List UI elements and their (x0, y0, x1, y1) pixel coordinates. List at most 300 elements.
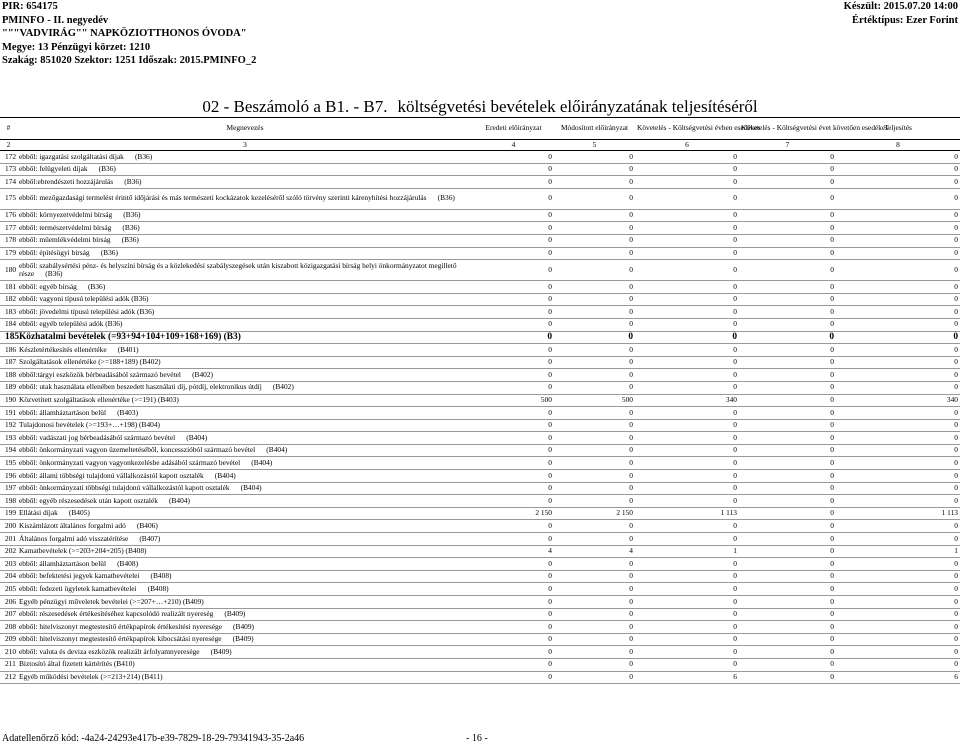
claims-current-value: 0 (635, 188, 739, 209)
col-number-4: 4 (473, 140, 554, 151)
table-row (0, 621, 960, 634)
table-row (0, 176, 960, 189)
claims-current-value: 0 (635, 470, 739, 483)
modified-value: 0 (554, 583, 635, 596)
original-value: 0 (473, 583, 554, 596)
fulfillment-value: 0 (836, 658, 960, 671)
table-row (0, 470, 960, 483)
fulfillment-value: 0 (836, 608, 960, 621)
report-header-left (2, 0, 256, 68)
row-number: 190 (0, 394, 17, 407)
table-row (0, 407, 960, 420)
table-row (0, 482, 960, 495)
claims-later-value: 0 (739, 369, 836, 382)
original-value: 0 (473, 482, 554, 495)
row-label: ebből: vagyoni típusú települési adók (B36) (17, 293, 473, 306)
table-row (0, 222, 960, 235)
modified-value: 0 (554, 470, 635, 483)
row-label: ebből: felügyeleti díjak (B36) (17, 163, 473, 176)
claims-current-value: 0 (635, 558, 739, 571)
table-row (0, 520, 960, 533)
row-number: 175 (0, 188, 17, 209)
claims-later-value: 0 (739, 331, 836, 344)
row-number: 200 (0, 520, 17, 533)
row-label: ebből: szabálysértési pénz- és helyszíni bírság és a közlekedési szabályszegések után kiszabott közigazgatási bírság helyi önkormányzatot megillető része (B36) (17, 260, 473, 281)
original-value: 0 (473, 234, 554, 247)
table-row (0, 495, 960, 508)
claims-later-value: 0 (739, 583, 836, 596)
value-type: Értéktípus: Ezer Forint (852, 14, 958, 26)
row-number: 188 (0, 369, 17, 382)
row-label: ebből: természetvédelmi bírság (B36) (17, 222, 473, 235)
modified-value: 0 (554, 658, 635, 671)
row-number: 212 (0, 671, 17, 684)
claims-current-value: 0 (635, 482, 739, 495)
table-row (0, 457, 960, 470)
claims-current-value: 0 (635, 306, 739, 319)
row-number: 211 (0, 658, 17, 671)
claims-later-value: 0 (739, 633, 836, 646)
row-number: 191 (0, 407, 17, 420)
row-number: 186 (0, 344, 17, 357)
row-number: 172 (0, 151, 17, 164)
claims-current-value: 0 (635, 331, 739, 344)
table-row (0, 331, 960, 344)
modified-value: 0 (554, 533, 635, 546)
claims-later-value: 0 (739, 188, 836, 209)
row-label: Kiszámlázott általános forgalmi adó (B406) (17, 520, 473, 533)
claims-later-value: 0 (739, 444, 836, 457)
modified-value: 0 (554, 633, 635, 646)
claims-later-value: 0 (739, 344, 836, 357)
original-value: 0 (473, 260, 554, 281)
col-header-modified: Módosított előirányzat (554, 118, 635, 140)
report-header-right (844, 0, 958, 27)
modified-value: 0 (554, 646, 635, 659)
claims-current-value: 0 (635, 222, 739, 235)
original-value: 0 (473, 318, 554, 331)
row-label: ebből: egyéb települési adók (B36) (17, 318, 473, 331)
table-row (0, 293, 960, 306)
claims-current-value: 0 (635, 495, 739, 508)
row-number: 179 (0, 247, 17, 260)
row-label: ebből: környezetvédelmi bírság (B36) (17, 209, 473, 222)
modified-value: 0 (554, 260, 635, 281)
original-value: 0 (473, 151, 554, 164)
original-value: 0 (473, 293, 554, 306)
fulfillment-value: 0 (836, 570, 960, 583)
row-number: 176 (0, 209, 17, 222)
fulfillment-value: 0 (836, 318, 960, 331)
fulfillment-value: 0 (836, 482, 960, 495)
original-value: 0 (473, 163, 554, 176)
row-label: Szolgáltatások ellenértéke (>=188+189) (B402) (17, 356, 473, 369)
fulfillment-value: 0 (836, 558, 960, 571)
row-number: 198 (0, 495, 17, 508)
fulfillment-value: 0 (836, 444, 960, 457)
original-value: 0 (473, 356, 554, 369)
claims-current-value: 0 (635, 621, 739, 634)
modified-value: 0 (554, 482, 635, 495)
row-label: ebből: hitelviszonyt megtestesítő értékpapírok kibocsátási nyeresége (B409) (17, 633, 473, 646)
claims-current-value: 0 (635, 293, 739, 306)
row-label: ebből: utak használata ellenében beszedett használati díj, pótdíj, elektronikus útdíj (B402) (17, 381, 473, 394)
row-label: Egyéb pénzügyi műveletek bevételei (>=207+…+210) (B409) (17, 596, 473, 609)
claims-current-value: 0 (635, 318, 739, 331)
row-label: Kamatbevételek (>=203+204+205) (B408) (17, 545, 473, 558)
table-row (0, 558, 960, 571)
claims-later-value: 0 (739, 176, 836, 189)
claims-current-value: 340 (635, 394, 739, 407)
claims-current-value: 0 (635, 432, 739, 445)
table-row (0, 318, 960, 331)
claims-later-value: 0 (739, 608, 836, 621)
original-value: 0 (473, 209, 554, 222)
claims-later-value: 0 (739, 306, 836, 319)
claims-current-value: 0 (635, 247, 739, 260)
row-label: ebből: fedezeti ügyletek kamatbevételei (B408) (17, 583, 473, 596)
claims-later-value: 0 (739, 558, 836, 571)
table-row (0, 646, 960, 659)
row-label: ebből: valuta és deviza eszközök realizált árfolyamnyeresége (B409) (17, 646, 473, 659)
fulfillment-value: 0 (836, 596, 960, 609)
row-number: 185 (0, 331, 17, 344)
claims-current-value: 0 (635, 381, 739, 394)
table-row (0, 444, 960, 457)
claims-later-value: 0 (739, 621, 836, 634)
original-value: 0 (473, 344, 554, 357)
table-row (0, 344, 960, 357)
original-value: 2 150 (473, 507, 554, 520)
fulfillment-value: 0 (836, 176, 960, 189)
row-label: ebből: önkormányzati többségi tulajdonú vállalkozástól kapott osztalék (B404) (17, 482, 473, 495)
col-number-2: 2 (0, 140, 17, 151)
original-value: 0 (473, 381, 554, 394)
original-value: 4 (473, 545, 554, 558)
row-number: 182 (0, 293, 17, 306)
pir-line: PIR: 654175 (2, 1, 58, 12)
modified-value: 2 150 (554, 507, 635, 520)
claims-later-value: 0 (739, 482, 836, 495)
original-value: 0 (473, 658, 554, 671)
fulfillment-value: 0 (836, 247, 960, 260)
row-label: ebből: befektetési jegyek kamatbevételei (B408) (17, 570, 473, 583)
modified-value: 0 (554, 558, 635, 571)
col-header-claims-current: Követelés - Költségvetési évben esedékes (635, 118, 739, 140)
modified-value: 0 (554, 444, 635, 457)
fulfillment-value: 1 (836, 545, 960, 558)
claims-later-value: 0 (739, 545, 836, 558)
modified-value: 0 (554, 176, 635, 189)
fulfillment-value: 0 (836, 407, 960, 420)
modified-value: 0 (554, 381, 635, 394)
table-row (0, 281, 960, 294)
fulfillment-value: 0 (836, 331, 960, 344)
claims-later-value: 0 (739, 507, 836, 520)
claims-current-value: 0 (635, 163, 739, 176)
row-number: 201 (0, 533, 17, 546)
period-line: PMINFO - II. negyedév (2, 14, 109, 26)
claims-current-value: 0 (635, 646, 739, 659)
claims-current-value: 1 (635, 545, 739, 558)
county-line: Megye: 13 Pénzügyi körzet: 1210 (2, 41, 151, 53)
modified-value: 0 (554, 369, 635, 382)
modified-value: 0 (554, 318, 635, 331)
table-row (0, 234, 960, 247)
claims-later-value: 0 (739, 533, 836, 546)
claims-current-value: 1 113 (635, 507, 739, 520)
row-label: Tulajdonosi bevételek (>=193+…+198) (B404) (17, 419, 473, 432)
claims-current-value: 0 (635, 520, 739, 533)
modified-value: 0 (554, 344, 635, 357)
original-value: 0 (473, 281, 554, 294)
table-row (0, 596, 960, 609)
col-number-5: 5 (554, 140, 635, 151)
revenue-table (0, 117, 960, 684)
report-title-prefix: 02 - Beszámoló a B1. - B7. (202, 97, 388, 116)
row-number: 183 (0, 306, 17, 319)
row-number: 203 (0, 558, 17, 571)
claims-later-value: 0 (739, 457, 836, 470)
original-value: 0 (473, 570, 554, 583)
claims-later-value: 0 (739, 247, 836, 260)
original-value: 0 (473, 646, 554, 659)
modified-value: 0 (554, 247, 635, 260)
modified-value: 0 (554, 671, 635, 684)
claims-later-value: 0 (739, 394, 836, 407)
claims-current-value: 0 (635, 658, 739, 671)
fulfillment-value: 0 (836, 260, 960, 281)
row-label: ebből: egyéb részesedések után kapott osztalék (B404) (17, 495, 473, 508)
table-row (0, 260, 960, 281)
claims-current-value: 6 (635, 671, 739, 684)
table-body (0, 151, 960, 684)
row-number: 196 (0, 470, 17, 483)
row-label: Biztosító által fizetett kártérítés (B410) (17, 658, 473, 671)
row-number: 197 (0, 482, 17, 495)
modified-value: 4 (554, 545, 635, 558)
fulfillment-value: 0 (836, 151, 960, 164)
table-row (0, 533, 960, 546)
fulfillment-value: 0 (836, 344, 960, 357)
claims-later-value: 0 (739, 570, 836, 583)
original-value: 0 (473, 419, 554, 432)
modified-value: 0 (554, 222, 635, 235)
fulfillment-value: 0 (836, 163, 960, 176)
fulfillment-value: 0 (836, 621, 960, 634)
claims-later-value: 0 (739, 432, 836, 445)
table-row (0, 545, 960, 558)
fulfillment-value: 0 (836, 470, 960, 483)
claims-current-value: 0 (635, 608, 739, 621)
row-number: 189 (0, 381, 17, 394)
claims-later-value: 0 (739, 520, 836, 533)
original-value: 500 (473, 394, 554, 407)
row-number: 192 (0, 419, 17, 432)
fulfillment-value: 0 (836, 583, 960, 596)
fulfillment-value: 0 (836, 222, 960, 235)
fulfillment-value: 0 (836, 369, 960, 382)
original-value: 0 (473, 444, 554, 457)
claims-current-value: 0 (635, 369, 739, 382)
fulfillment-value: 0 (836, 419, 960, 432)
modified-value: 0 (554, 596, 635, 609)
row-number: 184 (0, 318, 17, 331)
fulfillment-value: 340 (836, 394, 960, 407)
row-label: ebből: jövedelmi típusú települési adók (B36) (17, 306, 473, 319)
fulfillment-value: 0 (836, 209, 960, 222)
row-label: Készletértékesítés ellenértéke (B401) (17, 344, 473, 357)
claims-later-value: 0 (739, 209, 836, 222)
fulfillment-value: 0 (836, 457, 960, 470)
col-number-3: 3 (17, 140, 473, 151)
table-row (0, 419, 960, 432)
row-label: ebből: egyéb bírság (B36) (17, 281, 473, 294)
original-value: 0 (473, 407, 554, 420)
original-value: 0 (473, 633, 554, 646)
table-row (0, 633, 960, 646)
table-row (0, 507, 960, 520)
fulfillment-value: 1 113 (836, 507, 960, 520)
row-number: 206 (0, 596, 17, 609)
fulfillment-value: 0 (836, 520, 960, 533)
modified-value: 0 (554, 356, 635, 369)
row-number: 205 (0, 583, 17, 596)
col-number-7: 7 (739, 140, 836, 151)
claims-current-value: 0 (635, 344, 739, 357)
original-value: 0 (473, 331, 554, 344)
modified-value: 0 (554, 163, 635, 176)
modified-value: 0 (554, 209, 635, 222)
original-value: 0 (473, 222, 554, 235)
original-value: 0 (473, 533, 554, 546)
col-number-6: 6 (635, 140, 739, 151)
claims-current-value: 0 (635, 533, 739, 546)
row-label: ebből: önkormányzati vagyon üzemeltetéséből, koncesszióból származó bevétel (B404) (17, 444, 473, 457)
fulfillment-value: 0 (836, 306, 960, 319)
col-header-fulfillment: Teljesítés (836, 118, 960, 140)
claims-current-value: 0 (635, 583, 739, 596)
original-value: 0 (473, 596, 554, 609)
row-label: ebből: állami többségi tulajdonú vállalkozástól kapott osztalék (B404) (17, 470, 473, 483)
claims-current-value: 0 (635, 444, 739, 457)
report-title (0, 97, 960, 117)
modified-value: 0 (554, 621, 635, 634)
table-row (0, 394, 960, 407)
original-value: 0 (473, 558, 554, 571)
original-value: 0 (473, 608, 554, 621)
claims-later-value: 0 (739, 356, 836, 369)
claims-later-value: 0 (739, 407, 836, 420)
claims-current-value: 0 (635, 260, 739, 281)
modified-value: 0 (554, 432, 635, 445)
original-value: 0 (473, 671, 554, 684)
claims-current-value: 0 (635, 281, 739, 294)
row-label: Egyéb működési bevételek (>=213+214) (B411) (17, 671, 473, 684)
row-number: 195 (0, 457, 17, 470)
claims-later-value: 0 (739, 163, 836, 176)
original-value: 0 (473, 188, 554, 209)
claims-later-value: 0 (739, 151, 836, 164)
fulfillment-value: 0 (836, 633, 960, 646)
modified-value: 0 (554, 570, 635, 583)
fulfillment-value: 0 (836, 356, 960, 369)
col-header-name: Megnevezés (17, 118, 473, 140)
row-label: Ellátási díjak (B405) (17, 507, 473, 520)
fulfillment-value: 0 (836, 381, 960, 394)
modified-value: 500 (554, 394, 635, 407)
col-header-claims-later: Követelés - Költségvetési évet követően esedékes (739, 118, 836, 140)
modified-value: 0 (554, 151, 635, 164)
row-label: ebből: önkormányzati vagyon vagyonkezelésbe adásából származó bevétel (B404) (17, 457, 473, 470)
claims-current-value: 0 (635, 176, 739, 189)
table-row (0, 432, 960, 445)
fulfillment-value: 0 (836, 432, 960, 445)
row-label: ebből: igazgatási szolgáltatási díjak (B36) (17, 151, 473, 164)
sector-line: Szakág: 851020 Szektor: 1251 Időszak: 2015.PMINFO_2 (2, 55, 257, 67)
table-row (0, 188, 960, 209)
row-number: 194 (0, 444, 17, 457)
claims-later-value: 0 (739, 646, 836, 659)
claims-current-value: 0 (635, 419, 739, 432)
col-header-number: # (0, 118, 17, 140)
column-number-row (0, 140, 960, 151)
table-row (0, 608, 960, 621)
row-number: 181 (0, 281, 17, 294)
modified-value: 0 (554, 188, 635, 209)
row-label: Általános forgalmi adó visszatérítése (B407) (17, 533, 473, 546)
claims-later-value: 0 (739, 671, 836, 684)
claims-later-value: 0 (739, 293, 836, 306)
modified-value: 0 (554, 608, 635, 621)
original-value: 0 (473, 247, 554, 260)
table-row (0, 671, 960, 684)
row-number: 199 (0, 507, 17, 520)
fulfillment-value: 0 (836, 188, 960, 209)
claims-current-value: 0 (635, 356, 739, 369)
table-row (0, 209, 960, 222)
claims-later-value: 0 (739, 381, 836, 394)
modified-value: 0 (554, 520, 635, 533)
claims-later-value: 0 (739, 281, 836, 294)
row-label: ebből: részesedések értékesítéséhez kapcsolódó realizált nyereség (B409) (17, 608, 473, 621)
row-label: ebből: vadászati jog bérbeadásából származó bevétel (B404) (17, 432, 473, 445)
institution-line: """VADVIRÁG"" NAPKÖZIOTTHONOS ÓVODA" (2, 28, 247, 40)
row-label: ebből: műemlékvédelmi bírság (B36) (17, 234, 473, 247)
modified-value: 0 (554, 495, 635, 508)
original-value: 0 (473, 495, 554, 508)
row-number: 209 (0, 633, 17, 646)
row-number: 174 (0, 176, 17, 189)
claims-later-value: 0 (739, 234, 836, 247)
created-timestamp: Készült: 2015.07.20 14:00 (843, 1, 958, 12)
row-number: 193 (0, 432, 17, 445)
table-row (0, 658, 960, 671)
claims-current-value: 0 (635, 457, 739, 470)
row-number: 202 (0, 545, 17, 558)
row-number: 178 (0, 234, 17, 247)
table-header-row (0, 118, 960, 140)
original-value: 0 (473, 432, 554, 445)
claims-current-value: 0 (635, 596, 739, 609)
modified-value: 0 (554, 293, 635, 306)
original-value: 0 (473, 621, 554, 634)
row-number: 204 (0, 570, 17, 583)
table-row (0, 163, 960, 176)
original-value: 0 (473, 176, 554, 189)
fulfillment-value: 0 (836, 293, 960, 306)
row-number: 187 (0, 356, 17, 369)
